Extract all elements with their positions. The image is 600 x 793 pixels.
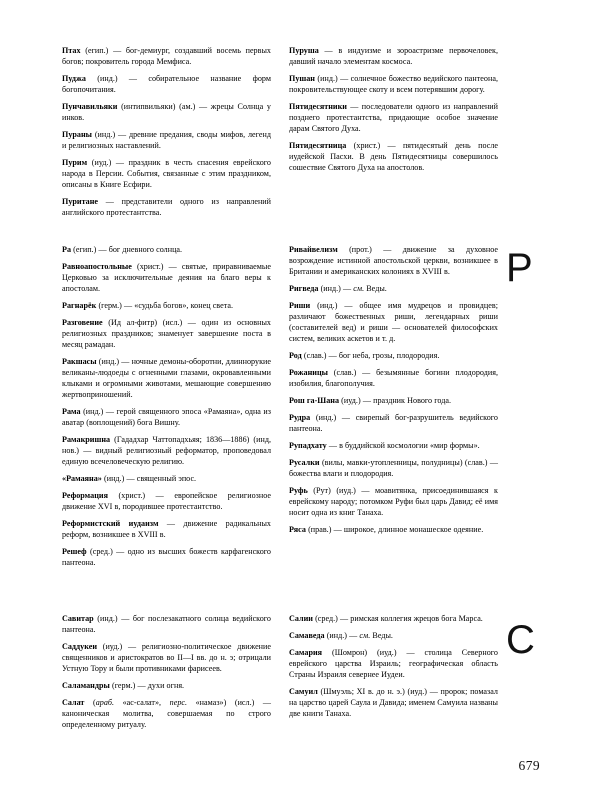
entry-definition: (иуд.) — религиозно-политическое движение священников и аристократов во II—I вв. до н. э; отрицали Устную Тору и были противниками фарисеев.: [62, 642, 271, 673]
entry-headword: Рожаницы: [289, 368, 328, 377]
entry-headword: Салат: [62, 698, 85, 707]
entry-crossref-target: Веды.: [364, 284, 387, 293]
entry-headword: Род: [289, 351, 302, 360]
dictionary-entry: [62, 518, 271, 540]
entry-definition: (иуд.) — праздник Нового года.: [339, 396, 452, 405]
dictionary-entry: [62, 434, 271, 467]
entry-headword: Пятидесятники: [289, 102, 347, 111]
entry-headword: Разговение: [62, 318, 103, 327]
column-left: [62, 45, 271, 218]
dictionary-entry: [62, 356, 271, 400]
entry-definition: (христ.) — европейское религиозное движение XVI в, породившее протестантство.: [62, 491, 271, 511]
entry-headword: Рош га-Шана: [289, 396, 340, 405]
entry-headword: Пуджа: [62, 74, 86, 83]
entry-definition: (вилы, мавки-утопленницы, полудницы) (слав.) — божества влаги и плодородия.: [289, 458, 498, 478]
entry-definition: (сред.) — римская коллегия жрецов бога Марса.: [312, 614, 483, 623]
two-column-layout: [62, 613, 497, 730]
dictionary-entry: [62, 157, 271, 190]
dictionary-entry: [289, 367, 498, 389]
entry-definition: (инд.) —: [318, 284, 354, 293]
dictionary-entry: [62, 490, 271, 512]
entry-headword: Рама: [62, 407, 81, 416]
entry-headword: Пушан: [289, 74, 315, 83]
entry-headword: Ра: [62, 245, 72, 254]
entry-definition: (инд.) — герой священного эпоса «Рамаяна», одна из аватар (воплощений) бога Вишну.: [62, 407, 271, 427]
entry-headword: Ривайвелизм: [289, 245, 338, 254]
entry-definition: (слав.) — бог неба, грозы, плодородия.: [301, 351, 440, 360]
entry-definition: (иуд.) — праздник в честь спасения еврейского народа в Персии. События, связанные с этим праздником, описаны в Книге Есфири.: [62, 158, 271, 189]
entry-etymology-form-2: «намаз») (исл.) — каноническая молитва, совершаемая по строго определенному ритуалу.: [62, 698, 271, 729]
column-left: [62, 244, 271, 568]
dictionary-entry: [62, 196, 271, 218]
dictionary-entry: [62, 546, 271, 568]
entry-definition: — представители одного из направлений английского протестантства.: [62, 197, 271, 217]
entry-definition: (инд.) —: [324, 631, 360, 640]
dictionary-entry: [62, 101, 271, 123]
entry-headword: Саламандры: [62, 681, 110, 690]
dictionary-entry: [62, 244, 271, 255]
dictionary-entry: [289, 350, 498, 361]
entry-headword: Решеф: [62, 547, 87, 556]
column-right: [289, 613, 498, 730]
entry-definition: (слав.) — безымянные богини плодородия, изобилия, благополучия.: [289, 368, 498, 388]
entry-crossref-target: Веды.: [370, 631, 393, 640]
entry-headword: Риши: [289, 301, 311, 310]
entry-definition: (Шомрон) (иуд.) — столица Северного еврейского царства Израиль; географическая область Страны Израиля севернее Иудеи.: [289, 648, 498, 679]
section-r-entries: [62, 244, 497, 568]
dictionary-entry: [289, 283, 498, 294]
dictionary-entry: [289, 140, 498, 173]
entry-headword: «Рамаяна»: [62, 474, 102, 483]
dictionary-entry: [289, 101, 498, 134]
entry-definition: (инд.) — бог послезакатного солнца ведийского пантеона.: [62, 614, 271, 634]
section-s-entries: [62, 613, 497, 730]
dictionary-entry: [289, 686, 498, 719]
entry-headword: Пуритане: [62, 197, 99, 206]
entry-crossref-label: см.: [353, 284, 365, 293]
entry-headword: Русалки: [289, 458, 320, 467]
entry-etymology-lang-1: араб.: [95, 698, 115, 707]
entry-definition: (христ.) — пятидесятый день после иудейской Пасхи. В день Пятидесятницы совершилось сошествие Святого Духа на апостолов.: [289, 141, 498, 172]
entry-headword: Салии: [289, 614, 313, 623]
entry-definition: (инд.) — священный эпос.: [101, 474, 197, 483]
dictionary-entry: [62, 473, 271, 484]
entry-headword: Рагнарёк: [62, 301, 97, 310]
dictionary-entry: [62, 697, 271, 730]
dictionary-entry: [289, 45, 498, 67]
entry-etymology-form-1: «ас-салат»,: [114, 698, 170, 707]
dictionary-entry: [62, 73, 271, 95]
two-column-layout: [62, 244, 497, 568]
dictionary-entry: [289, 300, 498, 344]
dictionary-entry: [62, 406, 271, 428]
dictionary-entry: [289, 524, 498, 535]
entry-definition: — в буддийской космологии «мир формы».: [326, 441, 480, 450]
column-right: [289, 45, 498, 218]
entry-definition: (прав.) — широкое, длинное монашеское одеяние.: [305, 525, 484, 534]
dictionary-entry: [62, 129, 271, 151]
entry-definition: — в индуизме и зороастризме первочеловек, давший начало элементам космоса.: [289, 46, 498, 66]
dictionary-entry: [62, 45, 271, 67]
entry-definition: (егип.) — бог дневного солнца.: [71, 245, 183, 254]
page-number: 679: [518, 758, 540, 773]
entry-definition: (инд.) — общее имя мудрецов и провидцев; различают божественных риши, легендарных риши (составителей вед) и риши — основателей философских систем, великих аскетов и т. д.: [289, 301, 498, 343]
entry-definition: (герм.) — «судьба богов», конец света.: [96, 301, 234, 310]
entry-headword: Саддукеи: [62, 642, 98, 651]
entry-definition: (Рут) (иуд.) — моавитянка, присоединившаяся к еврейскому народу; потомком Руфи был царь Давид; её имя носит одна из книг Танаха.: [289, 486, 498, 517]
entry-headword: Ригведа: [289, 284, 319, 293]
dictionary-entry: [289, 412, 498, 434]
entry-definition: (Шмуэль; XI в. до н. э.) (иуд.) — пророк; помазал на царство царей Саула и Давида; именем Самуила названы две книги Танаха.: [289, 687, 498, 718]
dictionary-entry: [62, 317, 271, 350]
entry-headword: Самаведа: [289, 631, 325, 640]
entry-definition: (инд.) — собирательное название форм богопочитания.: [62, 74, 271, 94]
entry-headword: Самуил: [289, 687, 318, 696]
entry-definition: — движение радикальных реформ, возникшее в XVIII в.: [62, 519, 271, 539]
entry-headword: Пурим: [62, 158, 88, 167]
entry-etymology-lang-2: перс.: [169, 698, 188, 707]
dictionary-entry: [62, 261, 271, 294]
entry-definition: (инд.) — солнечное божество ведийского пантеона, покровительствующее скоту и всем потерявшим дорогу.: [289, 74, 498, 94]
entry-definition: — последователи одного из направлений позднего протестантства, придающие особое значение дарам Святого Духа.: [289, 102, 498, 133]
dictionary-entry: [289, 485, 498, 518]
entry-definition: (инд.) — древние предания, своды мифов, легенд и религиозных наставлений.: [62, 130, 271, 150]
entry-definition: (Гададхар Чаттопадхьяя; 1836—1886) (инд, нов.) — видный религиозный реформатор, проповедовал единую всечеловеческую религию.: [62, 435, 271, 466]
entry-definition: (герм.) — духи огня.: [109, 681, 185, 690]
dictionary-entry: [289, 613, 498, 624]
entry-headword: Пунчавильяки: [62, 102, 118, 111]
entry-definition: (инд.) — свирепый бог-разрушитель ведийского пантеона.: [289, 413, 498, 433]
entry-headword: Пуруша: [289, 46, 319, 55]
entry-definition: (инд.) — ночные демоны-оборотни, длиннорукие великаны-людоеды с огненными глазами, окровавленными клыками и огромными животами, мешающие совершению жертвоприношений.: [62, 357, 271, 399]
dictionary-entry: [289, 647, 498, 680]
column-right: [289, 244, 498, 568]
entry-definition: (сред.) — одно из высших божеств карфагенского пантеона.: [62, 547, 271, 567]
entry-definition: (христ.) — святые, приравниваемые Церковью за исключительные деяния на благо веры к апостолам.: [62, 262, 271, 293]
dictionary-entry: [289, 440, 498, 451]
entry-headword: Птах: [62, 46, 81, 55]
column-left: [62, 613, 271, 730]
dictionary-entry: [62, 680, 271, 691]
entry-headword: Самария: [289, 648, 323, 657]
dictionary-entry: [62, 300, 271, 311]
two-column-layout: [62, 45, 497, 218]
entry-headword: Пятидесятница: [289, 141, 347, 150]
entry-crossref-label: см.: [359, 631, 371, 640]
entry-definition: (егип.) — бог-демиург, создавший восемь первых богов; покровитель города Мемфиса.: [62, 46, 271, 66]
letter-marker-s: С: [506, 618, 535, 662]
dictionary-entry: [289, 244, 498, 277]
entry-headword: Рамакришна: [62, 435, 111, 444]
entry-headword: Ракшасы: [62, 357, 97, 366]
entry-definition: (Ид ал-фитр) (исл.) — один из основных религиозных праздников; знаменует завершение поста в месяц рамадан.: [62, 318, 271, 349]
entry-definition: (прот.) — движение за духовное возрождение истинной апостольской церкви, возникшее в Британии и американских колониях в XVIII в.: [289, 245, 498, 276]
entry-headword: Пураны: [62, 130, 92, 139]
entry-headword: Реформация: [62, 491, 108, 500]
dictionary-entry: [289, 630, 498, 641]
dictionary-entry: [62, 613, 271, 635]
entry-headword: Савитар: [62, 614, 94, 623]
dictionary-entry: [289, 73, 498, 95]
entry-definition: (интипвильяки) (ам.) — жрецы Солнца у инков.: [62, 102, 271, 122]
letter-marker-r: Р: [506, 246, 533, 290]
entry-headword: Руфь: [289, 486, 308, 495]
entry-headword: Ряса: [289, 525, 306, 534]
dictionary-entry: [289, 457, 498, 479]
entry-headword: Рупадхату: [289, 441, 327, 450]
entry-headword: Равноапостольные: [62, 262, 132, 271]
section-p-entries: [62, 45, 497, 218]
entry-definition: (: [84, 698, 96, 707]
entry-headword: Рудра: [289, 413, 311, 422]
entry-headword: Реформистский иудаизм: [62, 519, 159, 528]
dictionary-entry: [62, 641, 271, 674]
dictionary-entry: [289, 395, 498, 406]
